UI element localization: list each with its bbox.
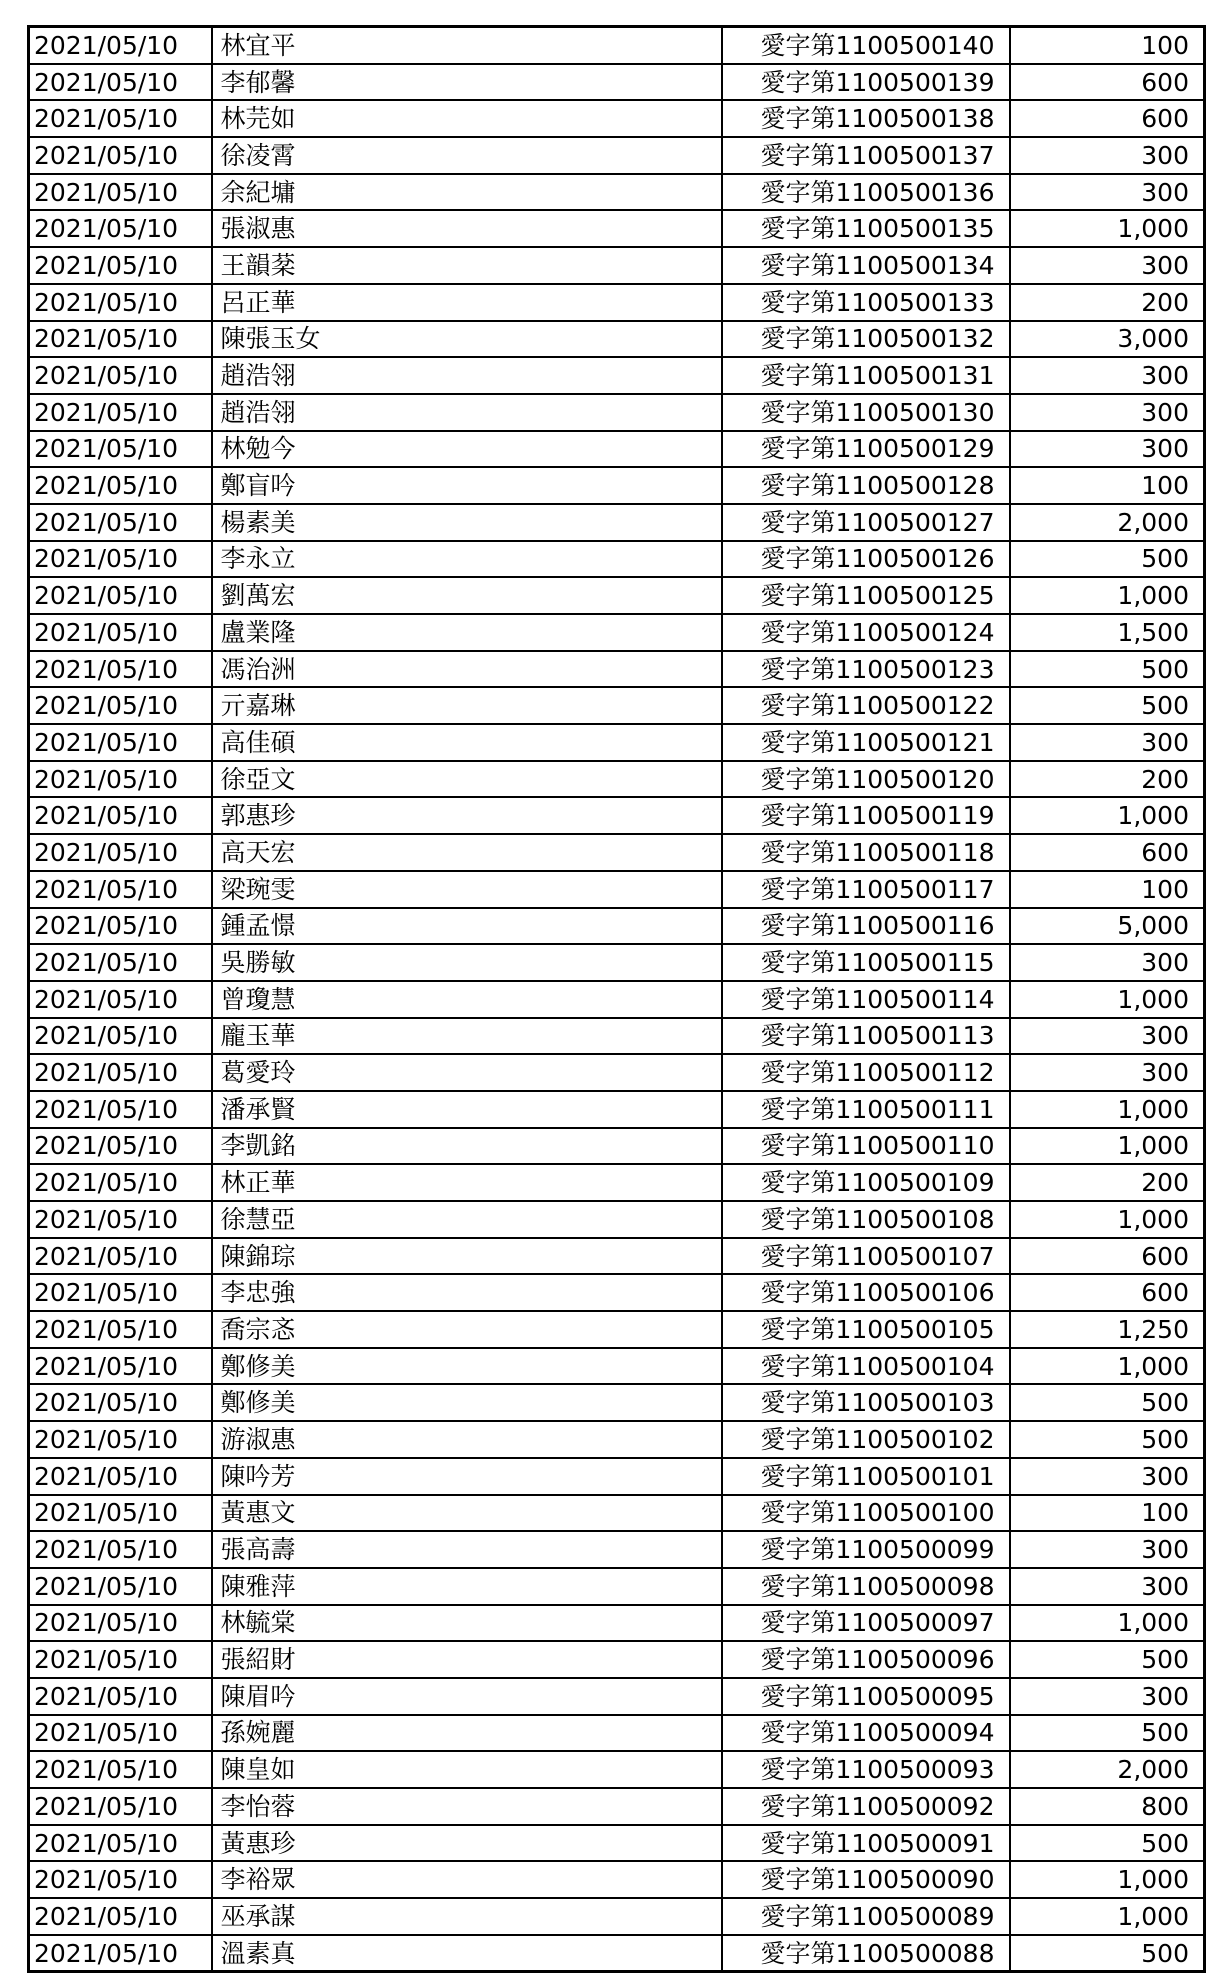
receipt-number-cell: 愛字第1100500089 <box>722 1898 1010 1935</box>
donor-name-cell: 張紹財 <box>212 1641 722 1678</box>
receipt-number-cell: 愛字第1100500140 <box>722 27 1010 64</box>
receipt-number-cell: 愛字第1100500116 <box>722 908 1010 945</box>
date-cell: 2021/05/10 <box>29 1274 212 1311</box>
date-cell: 2021/05/10 <box>29 944 212 981</box>
table-row <box>29 1421 1205 1458</box>
date-cell: 2021/05/10 <box>29 27 212 64</box>
amount-cell: 100 <box>1010 27 1205 64</box>
receipt-number-cell: 愛字第1100500117 <box>722 871 1010 908</box>
date-cell: 2021/05/10 <box>29 431 212 468</box>
table-row <box>29 687 1205 724</box>
receipt-number-cell: 愛字第1100500137 <box>722 137 1010 174</box>
amount-cell: 500 <box>1010 1935 1205 1972</box>
receipt-number-cell: 愛字第1100500110 <box>722 1128 1010 1165</box>
date-cell: 2021/05/10 <box>29 1678 212 1715</box>
date-cell: 2021/05/10 <box>29 1605 212 1642</box>
date-cell: 2021/05/10 <box>29 321 212 358</box>
donor-name-cell: 高佳碩 <box>212 724 722 761</box>
date-cell: 2021/05/10 <box>29 467 212 504</box>
receipt-number-cell: 愛字第1100500127 <box>722 504 1010 541</box>
amount-cell: 500 <box>1010 687 1205 724</box>
amount-cell: 100 <box>1010 1495 1205 1532</box>
donor-name-cell: 吳勝敏 <box>212 944 722 981</box>
donor-name-cell: 梁琬雯 <box>212 871 722 908</box>
amount-cell: 1,000 <box>1010 577 1205 614</box>
amount-cell: 300 <box>1010 394 1205 431</box>
amount-cell: 300 <box>1010 1018 1205 1055</box>
amount-cell: 1,500 <box>1010 614 1205 651</box>
amount-cell: 500 <box>1010 1384 1205 1421</box>
donor-name-cell: 林毓棠 <box>212 1605 722 1642</box>
table-row <box>29 1091 1205 1128</box>
donor-name-cell: 亓嘉琳 <box>212 687 722 724</box>
donor-name-cell: 劉萬宏 <box>212 577 722 614</box>
donation-ledger-table <box>27 25 1206 1973</box>
receipt-number-cell: 愛字第1100500113 <box>722 1018 1010 1055</box>
receipt-number-cell: 愛字第1100500132 <box>722 321 1010 358</box>
date-cell: 2021/05/10 <box>29 1238 212 1275</box>
donor-name-cell: 楊素美 <box>212 504 722 541</box>
donor-name-cell: 巫承謀 <box>212 1898 722 1935</box>
date-cell: 2021/05/10 <box>29 1715 212 1752</box>
date-cell: 2021/05/10 <box>29 797 212 834</box>
donor-name-cell: 曾瓊慧 <box>212 981 722 1018</box>
date-cell: 2021/05/10 <box>29 1091 212 1128</box>
table-row <box>29 100 1205 137</box>
date-cell: 2021/05/10 <box>29 724 212 761</box>
amount-cell: 200 <box>1010 284 1205 321</box>
table-row <box>29 1238 1205 1275</box>
date-cell: 2021/05/10 <box>29 1384 212 1421</box>
amount-cell: 300 <box>1010 137 1205 174</box>
donor-name-cell: 李郁馨 <box>212 64 722 101</box>
table-row <box>29 1274 1205 1311</box>
donor-name-cell: 游淑惠 <box>212 1421 722 1458</box>
receipt-number-cell: 愛字第1100500101 <box>722 1458 1010 1495</box>
receipt-number-cell: 愛字第1100500122 <box>722 687 1010 724</box>
date-cell: 2021/05/10 <box>29 541 212 578</box>
table-row <box>29 1495 1205 1532</box>
donor-name-cell: 李凱銘 <box>212 1128 722 1165</box>
date-cell: 2021/05/10 <box>29 908 212 945</box>
receipt-number-cell: 愛字第1100500112 <box>722 1054 1010 1091</box>
table-row <box>29 174 1205 211</box>
table-row <box>29 1348 1205 1385</box>
table-row <box>29 1788 1205 1825</box>
receipt-number-cell: 愛字第1100500131 <box>722 357 1010 394</box>
date-cell: 2021/05/10 <box>29 64 212 101</box>
amount-cell: 300 <box>1010 357 1205 394</box>
donor-name-cell: 葛愛玲 <box>212 1054 722 1091</box>
donor-name-cell: 張淑惠 <box>212 210 722 247</box>
table-row <box>29 394 1205 431</box>
receipt-number-cell: 愛字第1100500100 <box>722 1495 1010 1532</box>
table-row <box>29 504 1205 541</box>
amount-cell: 1,000 <box>1010 981 1205 1018</box>
table-row <box>29 431 1205 468</box>
amount-cell: 300 <box>1010 724 1205 761</box>
receipt-number-cell: 愛字第1100500090 <box>722 1861 1010 1898</box>
date-cell: 2021/05/10 <box>29 1458 212 1495</box>
date-cell: 2021/05/10 <box>29 1641 212 1678</box>
amount-cell: 500 <box>1010 651 1205 688</box>
date-cell: 2021/05/10 <box>29 1751 212 1788</box>
amount-cell: 1,000 <box>1010 1091 1205 1128</box>
table-row <box>29 541 1205 578</box>
table-row <box>29 1861 1205 1898</box>
ledger-body <box>29 27 1205 1972</box>
table-row <box>29 944 1205 981</box>
amount-cell: 1,000 <box>1010 1898 1205 1935</box>
receipt-number-cell: 愛字第1100500135 <box>722 210 1010 247</box>
table-row <box>29 1128 1205 1165</box>
receipt-number-cell: 愛字第1100500096 <box>722 1641 1010 1678</box>
donor-name-cell: 趙浩翎 <box>212 357 722 394</box>
table-row <box>29 210 1205 247</box>
date-cell: 2021/05/10 <box>29 210 212 247</box>
donor-name-cell: 鄭盲吟 <box>212 467 722 504</box>
table-row <box>29 1568 1205 1605</box>
date-cell: 2021/05/10 <box>29 577 212 614</box>
amount-cell: 300 <box>1010 431 1205 468</box>
donor-name-cell: 余紀墉 <box>212 174 722 211</box>
donor-name-cell: 林勉今 <box>212 431 722 468</box>
amount-cell: 1,000 <box>1010 1128 1205 1165</box>
amount-cell: 500 <box>1010 1421 1205 1458</box>
donor-name-cell: 林宜平 <box>212 27 722 64</box>
table-row <box>29 1054 1205 1091</box>
donor-name-cell: 陳錦琮 <box>212 1238 722 1275</box>
table-row <box>29 761 1205 798</box>
receipt-number-cell: 愛字第1100500126 <box>722 541 1010 578</box>
receipt-number-cell: 愛字第1100500094 <box>722 1715 1010 1752</box>
receipt-number-cell: 愛字第1100500108 <box>722 1201 1010 1238</box>
date-cell: 2021/05/10 <box>29 1348 212 1385</box>
table-row <box>29 467 1205 504</box>
amount-cell: 600 <box>1010 1274 1205 1311</box>
donor-name-cell: 張高壽 <box>212 1531 722 1568</box>
date-cell: 2021/05/10 <box>29 1568 212 1605</box>
amount-cell: 500 <box>1010 1825 1205 1862</box>
date-cell: 2021/05/10 <box>29 174 212 211</box>
date-cell: 2021/05/10 <box>29 1898 212 1935</box>
table-row <box>29 1641 1205 1678</box>
donor-name-cell: 鍾孟憬 <box>212 908 722 945</box>
table-row <box>29 1605 1205 1642</box>
donor-name-cell: 林正華 <box>212 1164 722 1201</box>
date-cell: 2021/05/10 <box>29 1311 212 1348</box>
receipt-number-cell: 愛字第1100500119 <box>722 797 1010 834</box>
donor-name-cell: 黃惠珍 <box>212 1825 722 1862</box>
donor-name-cell: 趙浩翎 <box>212 394 722 431</box>
amount-cell: 500 <box>1010 1641 1205 1678</box>
donor-name-cell: 陳張玉女 <box>212 321 722 358</box>
date-cell: 2021/05/10 <box>29 1935 212 1972</box>
donor-name-cell: 郭惠珍 <box>212 797 722 834</box>
receipt-number-cell: 愛字第1100500097 <box>722 1605 1010 1642</box>
date-cell: 2021/05/10 <box>29 1825 212 1862</box>
table-row <box>29 724 1205 761</box>
date-cell: 2021/05/10 <box>29 357 212 394</box>
table-row <box>29 797 1205 834</box>
donor-name-cell: 喬宗忞 <box>212 1311 722 1348</box>
donor-name-cell: 溫素真 <box>212 1935 722 1972</box>
donor-name-cell: 李裕眾 <box>212 1861 722 1898</box>
table-row <box>29 1531 1205 1568</box>
date-cell: 2021/05/10 <box>29 687 212 724</box>
donor-name-cell: 李怡蓉 <box>212 1788 722 1825</box>
amount-cell: 200 <box>1010 1164 1205 1201</box>
receipt-number-cell: 愛字第1100500111 <box>722 1091 1010 1128</box>
donor-name-cell: 潘承賢 <box>212 1091 722 1128</box>
table-row <box>29 614 1205 651</box>
amount-cell: 100 <box>1010 467 1205 504</box>
amount-cell: 300 <box>1010 1531 1205 1568</box>
donor-name-cell: 陳雅萍 <box>212 1568 722 1605</box>
donor-name-cell: 徐凌霄 <box>212 137 722 174</box>
amount-cell: 300 <box>1010 1054 1205 1091</box>
date-cell: 2021/05/10 <box>29 1018 212 1055</box>
receipt-number-cell: 愛字第1100500129 <box>722 431 1010 468</box>
date-cell: 2021/05/10 <box>29 1861 212 1898</box>
date-cell: 2021/05/10 <box>29 651 212 688</box>
receipt-number-cell: 愛字第1100500095 <box>722 1678 1010 1715</box>
table-row <box>29 1458 1205 1495</box>
table-row <box>29 834 1205 871</box>
amount-cell: 1,000 <box>1010 1605 1205 1642</box>
receipt-number-cell: 愛字第1100500128 <box>722 467 1010 504</box>
date-cell: 2021/05/10 <box>29 1788 212 1825</box>
table-row <box>29 1751 1205 1788</box>
date-cell: 2021/05/10 <box>29 247 212 284</box>
receipt-number-cell: 愛字第1100500121 <box>722 724 1010 761</box>
date-cell: 2021/05/10 <box>29 871 212 908</box>
date-cell: 2021/05/10 <box>29 614 212 651</box>
table-row <box>29 1825 1205 1862</box>
amount-cell: 200 <box>1010 761 1205 798</box>
donor-name-cell: 李永立 <box>212 541 722 578</box>
donor-name-cell: 陳眉吟 <box>212 1678 722 1715</box>
receipt-number-cell: 愛字第1100500106 <box>722 1274 1010 1311</box>
date-cell: 2021/05/10 <box>29 1421 212 1458</box>
donor-name-cell: 林芫如 <box>212 100 722 137</box>
table-row <box>29 1201 1205 1238</box>
receipt-number-cell: 愛字第1100500134 <box>722 247 1010 284</box>
receipt-number-cell: 愛字第1100500139 <box>722 64 1010 101</box>
amount-cell: 2,000 <box>1010 1751 1205 1788</box>
date-cell: 2021/05/10 <box>29 1054 212 1091</box>
receipt-number-cell: 愛字第1100500125 <box>722 577 1010 614</box>
receipt-number-cell: 愛字第1100500138 <box>722 100 1010 137</box>
date-cell: 2021/05/10 <box>29 834 212 871</box>
amount-cell: 1,000 <box>1010 797 1205 834</box>
receipt-number-cell: 愛字第1100500104 <box>722 1348 1010 1385</box>
receipt-number-cell: 愛字第1100500136 <box>722 174 1010 211</box>
table-row <box>29 1311 1205 1348</box>
receipt-number-cell: 愛字第1100500130 <box>722 394 1010 431</box>
amount-cell: 1,250 <box>1010 1311 1205 1348</box>
receipt-number-cell: 愛字第1100500107 <box>722 1238 1010 1275</box>
receipt-number-cell: 愛字第1100500118 <box>722 834 1010 871</box>
amount-cell: 300 <box>1010 1458 1205 1495</box>
date-cell: 2021/05/10 <box>29 1531 212 1568</box>
donor-name-cell: 盧業隆 <box>212 614 722 651</box>
date-cell: 2021/05/10 <box>29 504 212 541</box>
amount-cell: 600 <box>1010 1238 1205 1275</box>
table-row <box>29 1164 1205 1201</box>
receipt-number-cell: 愛字第1100500114 <box>722 981 1010 1018</box>
donor-name-cell: 徐慧亞 <box>212 1201 722 1238</box>
amount-cell: 600 <box>1010 834 1205 871</box>
amount-cell: 300 <box>1010 1678 1205 1715</box>
table-row <box>29 1678 1205 1715</box>
receipt-number-cell: 愛字第1100500102 <box>722 1421 1010 1458</box>
date-cell: 2021/05/10 <box>29 1201 212 1238</box>
donor-name-cell: 陳皇如 <box>212 1751 722 1788</box>
table-row <box>29 577 1205 614</box>
amount-cell: 600 <box>1010 64 1205 101</box>
receipt-number-cell: 愛字第1100500105 <box>722 1311 1010 1348</box>
receipt-number-cell: 愛字第1100500088 <box>722 1935 1010 1972</box>
donor-name-cell: 龐玉華 <box>212 1018 722 1055</box>
amount-cell: 1,000 <box>1010 1348 1205 1385</box>
date-cell: 2021/05/10 <box>29 981 212 1018</box>
donor-name-cell: 呂正華 <box>212 284 722 321</box>
table-row <box>29 27 1205 64</box>
table-row <box>29 1935 1205 1972</box>
table-row <box>29 137 1205 174</box>
receipt-number-cell: 愛字第1100500124 <box>722 614 1010 651</box>
receipt-number-cell: 愛字第1100500133 <box>722 284 1010 321</box>
table-row <box>29 1715 1205 1752</box>
table-row <box>29 651 1205 688</box>
amount-cell: 300 <box>1010 1568 1205 1605</box>
donor-name-cell: 陳吟芳 <box>212 1458 722 1495</box>
amount-cell: 500 <box>1010 1715 1205 1752</box>
amount-cell: 300 <box>1010 944 1205 981</box>
donor-name-cell: 徐亞文 <box>212 761 722 798</box>
table-row <box>29 871 1205 908</box>
receipt-number-cell: 愛字第1100500091 <box>722 1825 1010 1862</box>
amount-cell: 800 <box>1010 1788 1205 1825</box>
donor-name-cell: 李忠強 <box>212 1274 722 1311</box>
table-row <box>29 321 1205 358</box>
receipt-number-cell: 愛字第1100500103 <box>722 1384 1010 1421</box>
table-row <box>29 981 1205 1018</box>
donor-name-cell: 馮治洲 <box>212 651 722 688</box>
amount-cell: 300 <box>1010 247 1205 284</box>
amount-cell: 2,000 <box>1010 504 1205 541</box>
date-cell: 2021/05/10 <box>29 284 212 321</box>
amount-cell: 1,000 <box>1010 1861 1205 1898</box>
amount-cell: 3,000 <box>1010 321 1205 358</box>
date-cell: 2021/05/10 <box>29 100 212 137</box>
donor-name-cell: 鄭修美 <box>212 1348 722 1385</box>
receipt-number-cell: 愛字第1100500098 <box>722 1568 1010 1605</box>
date-cell: 2021/05/10 <box>29 1164 212 1201</box>
table-row <box>29 357 1205 394</box>
date-cell: 2021/05/10 <box>29 1495 212 1532</box>
date-cell: 2021/05/10 <box>29 394 212 431</box>
table-row <box>29 1018 1205 1055</box>
date-cell: 2021/05/10 <box>29 1128 212 1165</box>
donor-name-cell: 孫婉麗 <box>212 1715 722 1752</box>
receipt-number-cell: 愛字第1100500115 <box>722 944 1010 981</box>
date-cell: 2021/05/10 <box>29 137 212 174</box>
receipt-number-cell: 愛字第1100500092 <box>722 1788 1010 1825</box>
receipt-number-cell: 愛字第1100500123 <box>722 651 1010 688</box>
amount-cell: 1,000 <box>1010 1201 1205 1238</box>
donor-name-cell: 王韻棻 <box>212 247 722 284</box>
table-row <box>29 1898 1205 1935</box>
receipt-number-cell: 愛字第1100500099 <box>722 1531 1010 1568</box>
amount-cell: 100 <box>1010 871 1205 908</box>
donor-name-cell: 黃惠文 <box>212 1495 722 1532</box>
donor-name-cell: 高天宏 <box>212 834 722 871</box>
table-row <box>29 908 1205 945</box>
amount-cell: 300 <box>1010 174 1205 211</box>
receipt-number-cell: 愛字第1100500093 <box>722 1751 1010 1788</box>
amount-cell: 500 <box>1010 541 1205 578</box>
table-row <box>29 284 1205 321</box>
amount-cell: 5,000 <box>1010 908 1205 945</box>
table-row <box>29 64 1205 101</box>
table-row <box>29 1384 1205 1421</box>
date-cell: 2021/05/10 <box>29 761 212 798</box>
receipt-number-cell: 愛字第1100500120 <box>722 761 1010 798</box>
amount-cell: 1,000 <box>1010 210 1205 247</box>
table-row <box>29 247 1205 284</box>
donor-name-cell: 鄭修美 <box>212 1384 722 1421</box>
amount-cell: 600 <box>1010 100 1205 137</box>
receipt-number-cell: 愛字第1100500109 <box>722 1164 1010 1201</box>
